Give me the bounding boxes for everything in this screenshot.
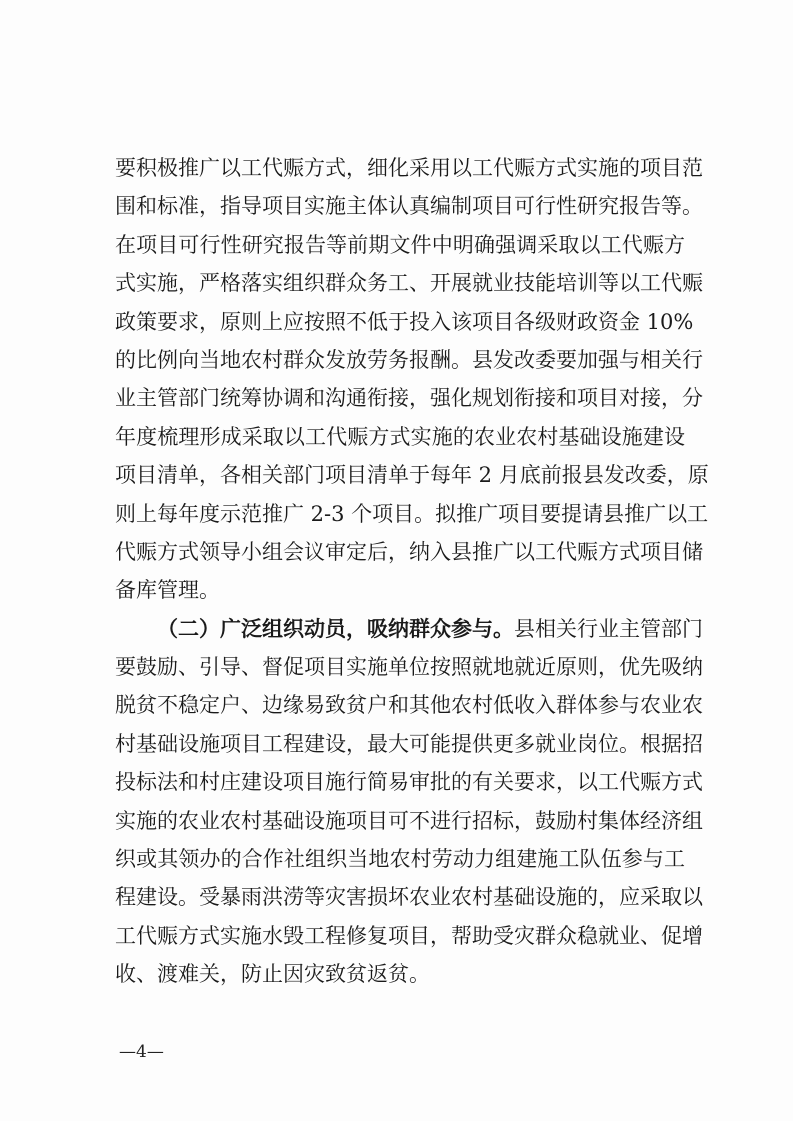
text-line: 则上每年度示范推广 2-3 个项目。拟推广项目要提请县推广以工: [115, 501, 709, 526]
body-text: [115, 149, 709, 994]
text-line: 项目清单，各相关部门项目清单于每年 2 月底前报县发改委，原: [115, 463, 709, 488]
text-line: 脱贫不稳定户、边缘易致贫户和其他农村低收入群体参与农业农: [115, 693, 703, 718]
text-line-rest: 县相关行业主管部门: [514, 616, 703, 641]
text-line: 代赈方式领导小组会议审定后，纳入县推广以工代赈方式项目储: [115, 539, 703, 564]
text-line: 业主管部门统筹协调和沟通衔接，强化规划衔接和项目对接，分: [115, 386, 703, 411]
text-line: 政策要求，原则上应按照不低于投入该项目各级财政资金 10%: [115, 309, 694, 334]
text-line: 的比例向当地农村群众发放劳务报酬。县发改委要加强与相关行: [115, 347, 703, 372]
text-line: 织或其领办的合作社组织当地农村劳动力组建施工队伍参与工: [115, 847, 685, 872]
section-heading: （二）广泛组织动员，吸纳群众参与。: [157, 615, 514, 641]
text-line: 要积极推广以工代赈方式，细化采用以工代赈方式实施的项目范: [115, 156, 703, 180]
text-line: 村基础设施项目工程建设，最大可能提供更多就业岗位。根据招: [115, 731, 703, 756]
page-number: —4—: [119, 1042, 164, 1062]
text-line: 围和标准，指导项目实施主体认真编制项目可行性研究报告等。: [115, 194, 703, 219]
text-line: 工代赈方式实施水毁工程修复项目，帮助受灾群众稳就业、促增: [115, 923, 703, 948]
text-line: 式实施，严格落实组织群众务工、开展就业技能培训等以工代赈: [115, 271, 703, 296]
text-line: 要鼓励、引导、督促项目实施单位按照就地就近原则，优先吸纳: [115, 655, 703, 680]
text-line: 实施的农业农村基础设施项目可不进行招标，鼓励村集体经济组: [115, 808, 703, 833]
text-line: 年度梳理形成采取以工代赈方式实施的农业农村基础设施建设: [115, 424, 685, 449]
text-line: 收、渡难关，防止因灾致贫返贫。: [115, 962, 430, 987]
text-line: 投标法和村庄建设项目施行简易审批的有关要求，以工代赈方式: [115, 770, 703, 795]
text-line: 在项目可行性研究报告等前期文件中明确强调采取以工代赈方: [115, 232, 685, 257]
section-heading-line: [115, 610, 703, 648]
text-line: 备库管理。: [115, 578, 220, 603]
text-line: 程建设。受暴雨洪涝等灾害损坏农业农村基础设施的，应采取以: [115, 885, 703, 910]
